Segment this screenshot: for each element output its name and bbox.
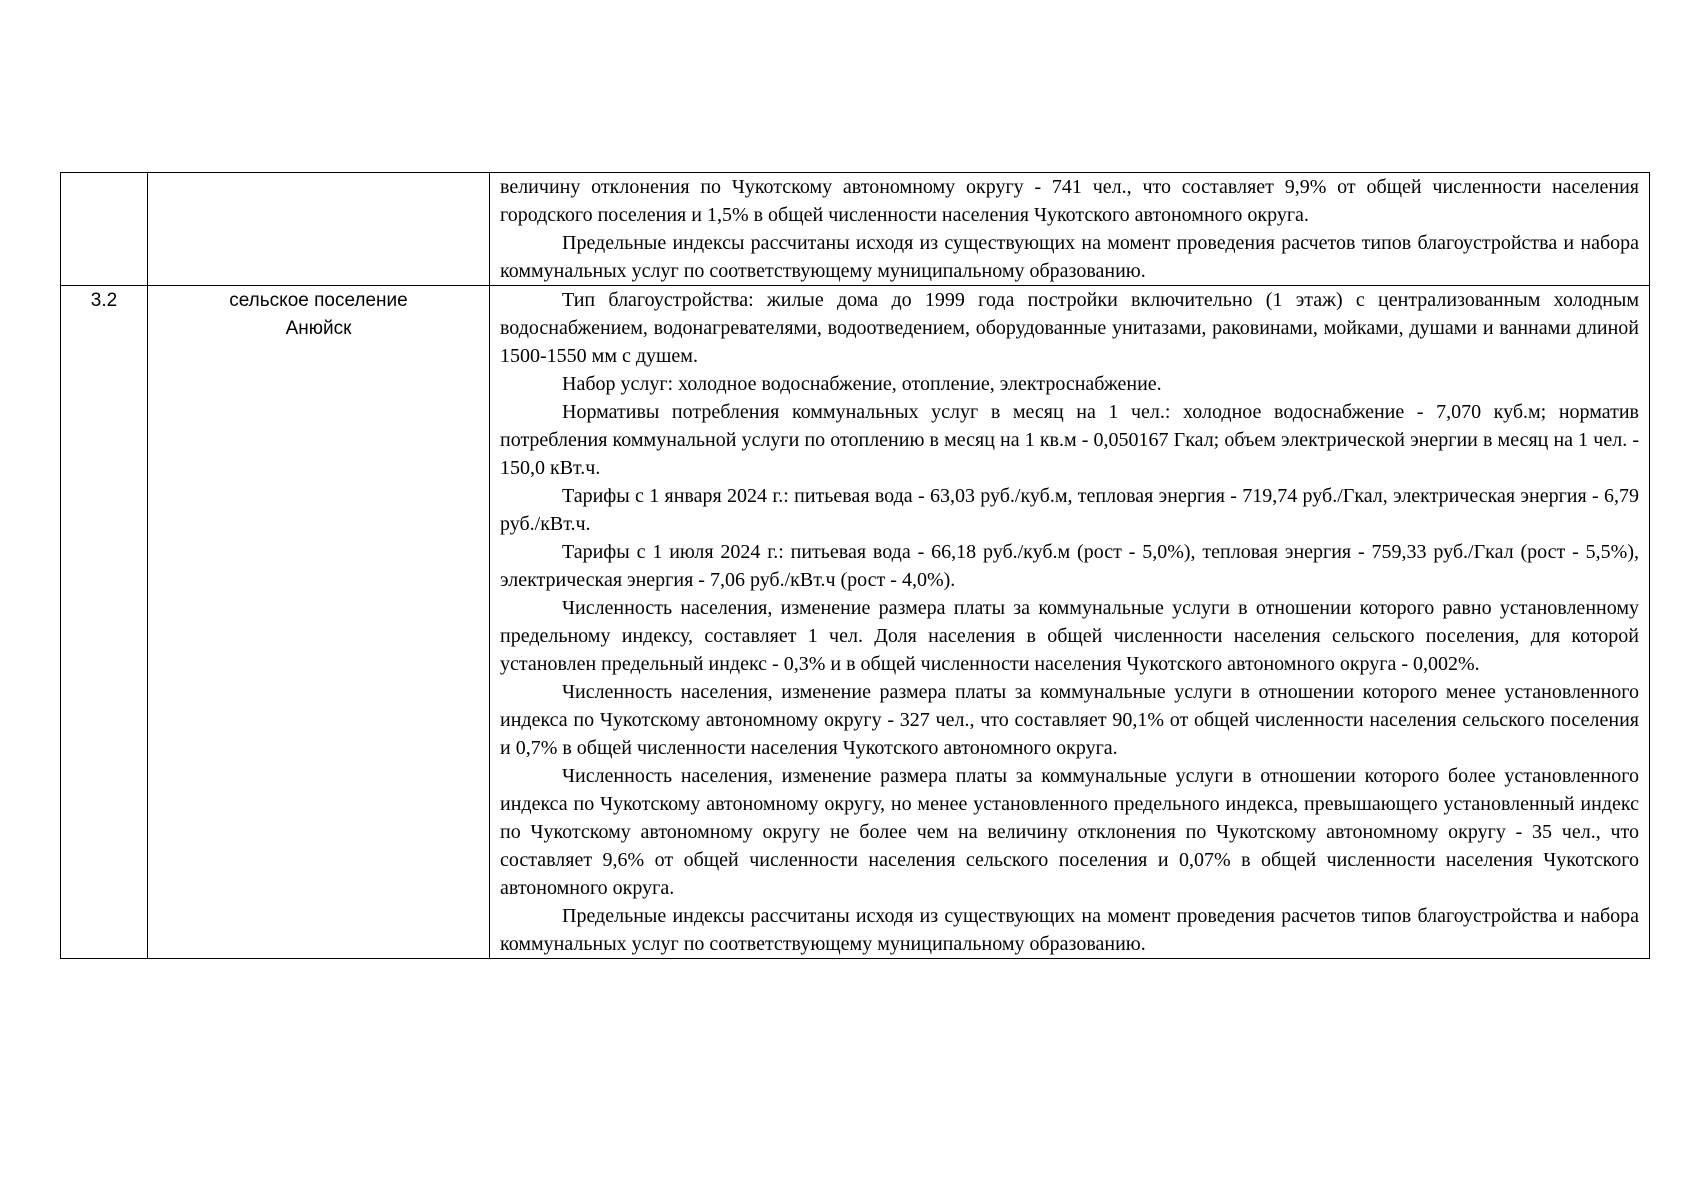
municipality-name-cell <box>148 286 490 959</box>
row-number-cell <box>61 286 148 959</box>
table-row <box>61 286 1650 959</box>
paragraph: Численность населения, изменение размера платы за коммунальные услуги в отношении которого равно установленному предельному индексу, составляет 1 чел. Доля населения в общей численности населения сельского поселения, для которой установлен предельный индекс - 0,3% и в общей численности населения Чукотского автономного округа - 0,002%. <box>500 597 1639 675</box>
paragraph: Нормативы потребления коммунальных услуг в месяц на 1 чел.: холодное водоснабжение - 7,070 куб.м; норматив потребления коммунальной услуги по отоплению в месяц на 1 кв.м - 0,050167 Гкал; объем электрической энергии в месяц на 1 чел. - 150,0 кВт.ч. <box>500 401 1639 479</box>
row-number-cell <box>61 173 148 286</box>
municipality-name-line: Анюйск <box>285 318 352 339</box>
paragraph: Тип благоустройства: жилые дома до 1999 года постройки включительно (1 этаж) с централизованным холодным водоснабжением, водонагревателями, водоотведением, оборудованные унитазами, раковинами, мойками, душами и ваннами длиной 1500-1550 мм с душем. <box>500 289 1639 367</box>
municipality-name-line: сельское поселение <box>229 290 408 311</box>
paragraph: Численность населения, изменение размера платы за коммунальные услуги в отношении которого более установленного индекса по Чукотскому автономному округу, но менее установленного предельного индекса, превышающего установленный индекс по Чукотскому автономному округу не более чем на величину отклонения по Чукотскому автономному округу - 35 чел., что составляет 9,6% от общей численности населения сельского поселения и 0,07% в общей численности населения Чукотского автономного округа. <box>500 765 1639 899</box>
municipality-name-cell <box>148 173 490 286</box>
paragraph: Набор услуг: холодное водоснабжение, отопление, электроснабжение. <box>562 373 1162 395</box>
paragraph: Тарифы с 1 июля 2024 г.: питьевая вода - 66,18 руб./куб.м (рост - 5,0%), тепловая энергия - 759,33 руб./Гкал (рост - 5,5%), электрическая энергия - 7,06 руб./кВт.ч (рост - 4,0%). <box>500 541 1639 591</box>
paragraph: Численность населения, изменение размера платы за коммунальные услуги в отношении которого менее установленного индекса по Чукотскому автономному округу - 327 чел., что составляет 90,1% от общей численности населения сельского поселения и 0,7% в общей численности населения Чукотского автономного округа. <box>500 681 1639 759</box>
table-row <box>61 173 1650 286</box>
description-cell <box>490 173 1650 286</box>
document-table <box>60 172 1650 959</box>
paragraph: величину отклонения по Чукотскому автономному округу - 741 чел., что составляет 9,9% от общей численности населения городского поселения и 1,5% в общей численности населения Чукотского автономного округа. <box>500 176 1639 226</box>
description-cell <box>490 286 1650 959</box>
paragraph: Предельные индексы рассчитаны исходя из существующих на момент проведения расчетов типов благоустройства и набора коммунальных услуг по соответствующему муниципальному образованию. <box>500 232 1639 282</box>
paragraph: Тарифы с 1 января 2024 г.: питьевая вода - 63,03 руб./куб.м, тепловая энергия - 719,74 руб./Гкал, электрическая энергия - 6,79 руб./кВт.ч. <box>500 485 1639 535</box>
row-number: 3.2 <box>90 290 118 311</box>
paragraph: Предельные индексы рассчитаны исходя из существующих на момент проведения расчетов типов благоустройства и набора коммунальных услуг по соответствующему муниципальному образованию. <box>500 905 1639 955</box>
